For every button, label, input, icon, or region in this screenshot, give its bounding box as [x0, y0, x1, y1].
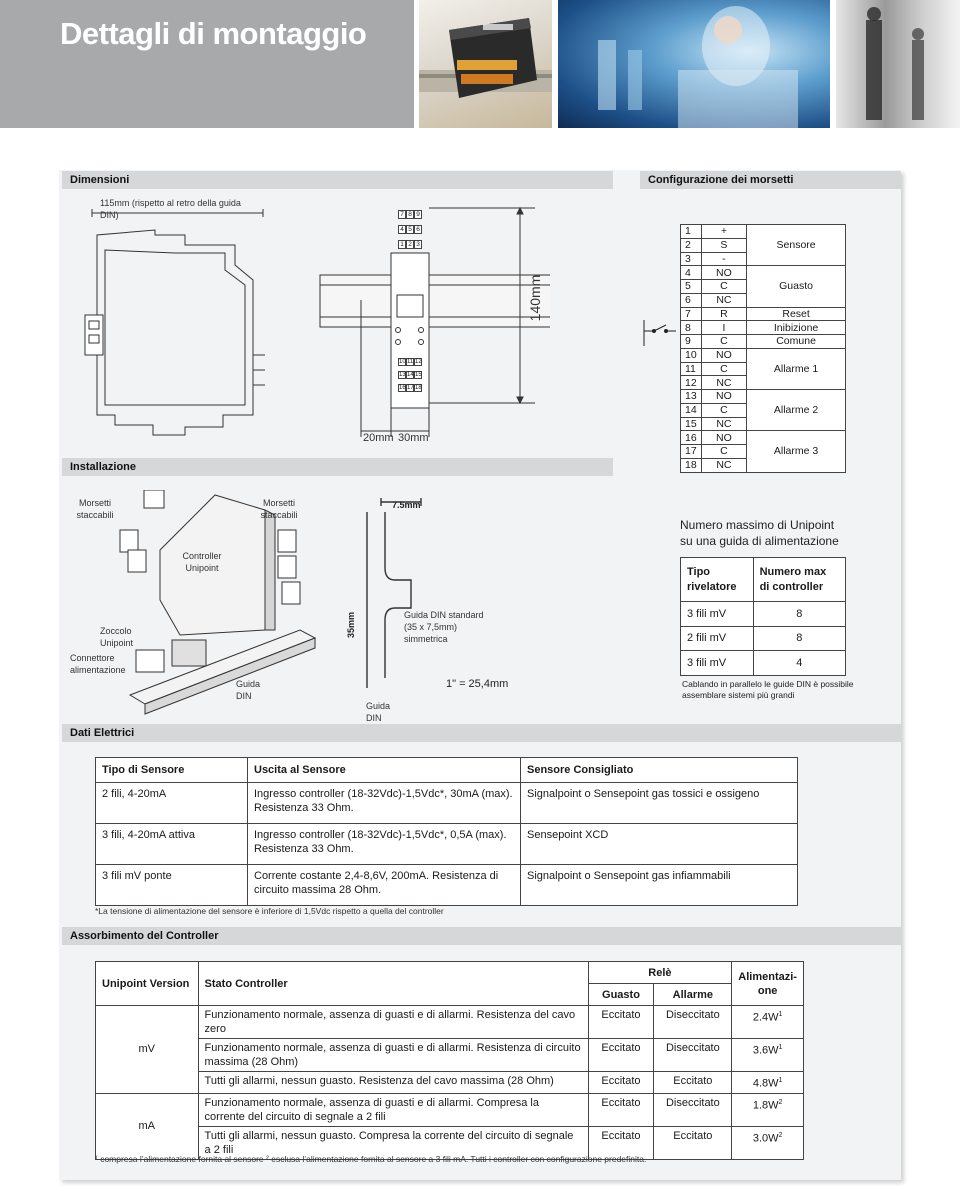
label-connettore: Connettore alimentazione — [70, 653, 126, 675]
header-stato: Stato Controller — [198, 962, 588, 1006]
terminal-signal: C — [701, 445, 746, 459]
dim-30mm: 30mm — [398, 432, 429, 444]
terminal-number: 10 — [681, 348, 702, 362]
table-row: 2 fili, 4-20mA Ingresso controller (18-32Vdc)-1,5Vdc*, 30mA (max). Resistenza 33 Ohm. Signalpoint o Sensepoint gas tossici e ossigeno — [96, 783, 798, 824]
terminal-row — [681, 390, 846, 404]
terminal-function-allarme1: Allarme 1 — [747, 348, 846, 389]
label-guida-din: Guida DIN — [236, 679, 261, 701]
top-terminal-block — [398, 210, 422, 249]
terminal-signal: NC — [701, 417, 746, 431]
dim-20mm: 20mm — [363, 432, 394, 444]
terminal-signal: NO — [701, 431, 746, 445]
terminal-signal: NC — [701, 458, 746, 472]
terminal-function-allarme3: Allarme 3 — [747, 431, 846, 472]
section-assorbimento: Assorbimento del Controller — [62, 927, 901, 945]
terminal-number: 4 — [681, 266, 702, 280]
reset-switch-icon — [640, 318, 676, 348]
table-row: 3 fili mV 8 — [681, 602, 846, 627]
terminal-row — [681, 348, 846, 362]
terminal-signal: C — [701, 280, 746, 294]
terminal-signal: I — [701, 321, 746, 335]
front-view-drawing — [320, 208, 550, 437]
header-rele: Relè — [588, 962, 732, 984]
rail-depth: 7.5mm — [392, 500, 421, 510]
section-dimensioni: Dimensioni — [62, 171, 613, 189]
terminal-function-reset: Reset — [747, 307, 846, 321]
terminal-cell: 2 — [406, 240, 414, 249]
group-ma: mA — [96, 1093, 199, 1159]
terminal-cell: 17 — [407, 385, 414, 391]
rail-height: 35mm — [346, 612, 356, 639]
terminal-cell: 1 — [398, 240, 406, 249]
table-row: 3 fili, 4-20mA attiva Ingresso controller (18-32Vdc)-1,5Vdc*, 0,5A (max). Resistenza 33 Ohm. Sensepoint XCD — [96, 824, 798, 865]
terminal-signal: + — [701, 225, 746, 239]
terminal-cell: 6 — [414, 225, 422, 234]
terminal-signal: C — [701, 403, 746, 417]
controllers-note: Cablando in parallelo le guide DIN è possibile assemblare sistemi più grandi — [682, 679, 854, 700]
header-alimentazione: Alimentazi-one — [732, 962, 804, 1006]
terminal-row — [681, 431, 846, 445]
terminal-cell: 4 — [398, 225, 406, 234]
laboratory-photo — [558, 0, 830, 128]
section-dati-elettrici: Dati Elettrici — [62, 724, 901, 742]
header-uscita: Uscita al Sensore — [248, 758, 521, 783]
electrical-table — [95, 757, 798, 906]
label-guida-din-2: Guida DIN — [366, 701, 391, 723]
table-row: mV Funzionamento normale, assenza di guasti e di allarmi. Resistenza del cavo zero Eccitato Diseccitato $2.4W^1$ — [96, 1006, 804, 1039]
terminal-signal: R — [701, 307, 746, 321]
side-view-drawing — [85, 209, 265, 435]
terminal-signal: S — [701, 238, 746, 252]
terminal-row — [681, 335, 846, 349]
table-row: Tutti gli allarmi, nessun guasto. Resistenza del cavo massima (28 Ohm) Eccitato Eccitato $4.8W^1$ — [96, 1072, 804, 1094]
header-tipo: Tipo rivelatore — [681, 558, 754, 602]
section-installazione: Installazione — [62, 458, 613, 476]
terminal-signal: C — [701, 335, 746, 349]
electrical-footnote: *La tensione di alimentazione del sensore è inferiore di 1,5Vdc rispetto a quella del controller — [95, 906, 444, 916]
title-banner — [0, 0, 414, 128]
terminal-row — [681, 225, 846, 239]
page-title: Dettagli di montaggio — [60, 16, 367, 51]
width-note: 115mm (rispetto al retro della guida DIN) — [100, 198, 241, 220]
terminal-number: 17 — [681, 445, 702, 459]
terminal-number: 2 — [681, 238, 702, 252]
terminal-cell: 7 — [398, 210, 406, 219]
table-row: 3 fili mV ponte Corrente costante 2,4-8,6V, 200mA. Resistenza di circuito massima 28 Ohm. Signalpoint o Sensepoint gas infiammabili — [96, 865, 798, 906]
inch-conversion: 1" = 25,4mm — [446, 678, 509, 690]
terminal-number: 3 — [681, 252, 702, 266]
terminal-cell: 8 — [406, 210, 414, 219]
section-configurazione: Configurazione dei morsetti — [640, 171, 901, 189]
terminal-cell: 9 — [414, 210, 422, 219]
header-version: Unipoint Version — [96, 962, 199, 1006]
terminal-signal: - — [701, 252, 746, 266]
terminal-number: 13 — [681, 390, 702, 404]
terminal-function-guasto: Guasto — [747, 266, 846, 307]
header-consigliato: Sensore Consigliato — [521, 758, 798, 783]
terminal-number: 15 — [681, 417, 702, 431]
rail-description: Guida DIN standard (35 x 7,5mm) simmetrica — [404, 610, 484, 644]
terminal-number: 14 — [681, 403, 702, 417]
terminal-number: 16 — [681, 431, 702, 445]
table-row: 3 fili mV 4 — [681, 651, 846, 676]
label-controller: Controller Unipoint — [182, 551, 222, 573]
terminal-cell: 15 — [415, 372, 422, 378]
terminal-function-inibizione: Inibizione — [747, 321, 846, 335]
terminal-number: 8 — [681, 321, 702, 335]
label-morsetti-left: Morsetti staccabili — [76, 498, 114, 520]
din-rail-profile — [365, 498, 425, 690]
terminal-number: 11 — [681, 362, 702, 376]
terminal-row — [681, 266, 846, 280]
absorption-table — [95, 961, 804, 1160]
group-mv: mV — [96, 1006, 199, 1094]
header-guasto: Guasto — [588, 984, 654, 1006]
terminal-cell: 14 — [407, 372, 414, 378]
table-row: Funzionamento normale, assenza di guasti e di allarmi. Resistenza di circuito massima (28 Ohm) Eccitato Diseccitato $3.6W^1$ — [96, 1039, 804, 1072]
dim-140mm: 140mm — [527, 274, 543, 322]
terminal-row — [681, 307, 846, 321]
terminal-signal: NO — [701, 266, 746, 280]
controllers-title: Numero massimo di Unipoint su una guida di alimentazione — [680, 518, 839, 548]
dimension-drawings — [75, 205, 550, 453]
terminal-cell: 18 — [415, 385, 422, 391]
table-row: Tutti gli allarmi, nessun guasto. Compresa la corrente del circuito di segnale a 2 fili Eccitato Eccitato $3.0W^2$ — [96, 1126, 804, 1159]
terminal-number: 6 — [681, 293, 702, 307]
label-morsetti-right: Morsetti staccabili — [260, 498, 298, 520]
terminal-number: 7 — [681, 307, 702, 321]
terminal-number: 5 — [681, 280, 702, 294]
terminal-cell: 11 — [407, 359, 414, 365]
terminal-number: 18 — [681, 458, 702, 472]
terminal-function-comune: Comune — [747, 335, 846, 349]
terminal-number: 9 — [681, 335, 702, 349]
label-zoccolo: Zoccolo Unipoint — [100, 626, 134, 648]
terminal-signal: C — [701, 362, 746, 376]
absorption-footnote: ¹ compresa l’alimentazione fornita al sensore ² esclusa l’alimentazione fornita al sensore a 3 fili mA. Tutti i controller con configurazione predefinita. — [95, 1154, 647, 1164]
bottom-terminal-block — [398, 358, 422, 392]
page-header — [0, 0, 960, 128]
header-numero: Numero max di controller — [753, 558, 845, 602]
controllers-table — [680, 557, 846, 676]
terminal-signal: NO — [701, 348, 746, 362]
terminal-function-allarme2: Allarme 2 — [747, 390, 846, 431]
header-allarme: Allarme — [654, 984, 732, 1006]
header-tipo-sensore: Tipo di Sensore — [96, 758, 248, 783]
terminal-number: 1 — [681, 225, 702, 239]
din-module-photo — [419, 0, 552, 128]
terminal-cell: 3 — [414, 240, 422, 249]
people-walking-photo — [836, 0, 960, 128]
terminal-signal: NC — [701, 376, 746, 390]
terminal-cell: 5 — [406, 225, 414, 234]
terminal-row — [681, 321, 846, 335]
table-row: 2 fili mV 8 — [681, 626, 846, 651]
terminal-cell: 12 — [415, 359, 422, 365]
terminal-cell: 10 — [399, 359, 406, 365]
terminal-signal: NO — [701, 390, 746, 404]
terminal-signal: NC — [701, 293, 746, 307]
terminal-cell: 13 — [399, 372, 406, 378]
terminal-table — [680, 224, 846, 473]
terminal-cell: 16 — [399, 385, 406, 391]
table-row: mA Funzionamento normale, assenza di guasti e di allarmi. Compresa la corrente del circuito di segnale a 2 fili Eccitato Diseccitato $1.8W^2$ — [96, 1093, 804, 1126]
terminal-function-sensore: Sensore — [747, 225, 846, 266]
terminal-number: 12 — [681, 376, 702, 390]
